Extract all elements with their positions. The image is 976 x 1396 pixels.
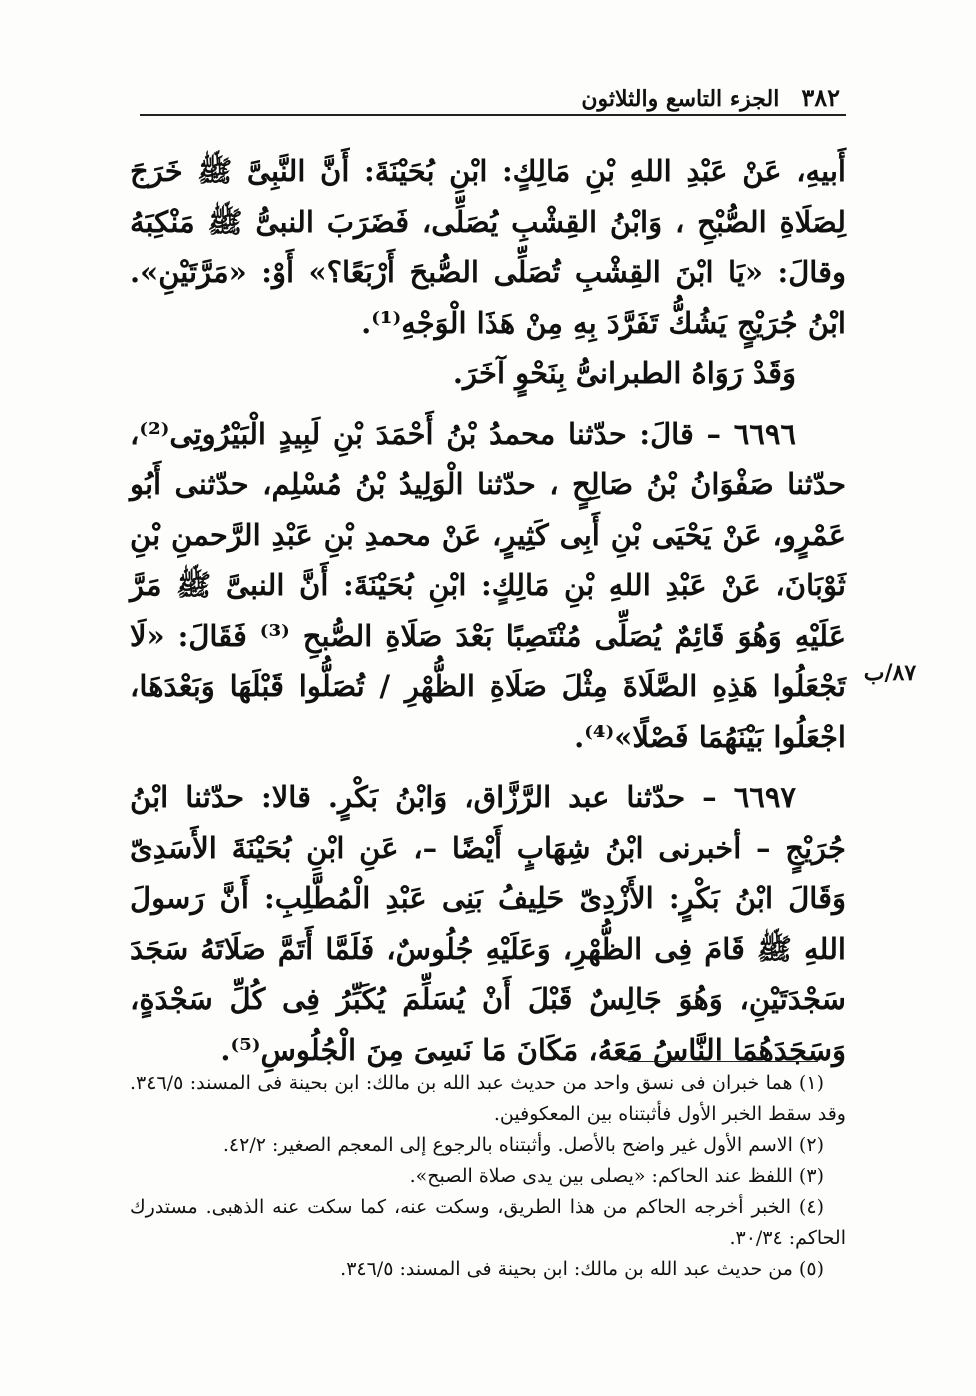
header-rule — [140, 114, 846, 116]
footnote-5: (٥) من حديث عبد الله بن مالك: ابن بحينة فى المسند: ٣٤٦/٥. — [340, 1258, 824, 1280]
footnote-4: (٤) الخبر أخرجه الحاكم من هذا الطريق، وسكت عنه، كما سكت عنه الذهبى. مستدرك الحاكم: ٣٠/٣٤. — [130, 1196, 846, 1249]
running-title: الجزء التاسع والثلاثون — [581, 86, 780, 112]
hadith-6696: ٦٦٩٦ – قالَ: حدّثنا محمدُ بْنُ أَحْمَدَ بْنِ لَبِيدٍ الْبَيْرُوتِى⁽²⁾، حدّثنا صَفْوَانُ بْنُ صَالِحٍ ، حدّثنا الْوَلِيدُ بْنُ مُسْلِم، حدّثنى أَبُو عَمْرٍو، عَنْ يَحْيَى بْنِ أَبِى كَثِيرٍ، عَنْ محمدِ بْنِ عَبْدِ الرَّحمنِ بْنِ ثَوْبَانَ، عَنْ عَبْدِ اللهِ بْنِ مَالِكٍ: ابْنِ بُحَيْنَةَ: أَنَّ النبىَّ ﷺ مَرَّ عَلَيْهِ وَهُوَ قَائِمٌ يُصَلِّى مُنْتَصِبًا بَعْدَ صَلَاةِ الصُّبحِ ⁽³⁾ فَقَالَ: «لَا تَجْعَلُوا هَذِهِ الصَّلَاةَ مِثْلَ صَلَاةِ الظُّهْرِ / تُصَلُّوا قَبْلَهَا وَبَعْدَهَا، اجْعَلُوا بَيْنَهُمَا فَصْلًا»⁽⁴⁾. — [130, 416, 847, 754]
page-number: ٣٨٢ — [801, 83, 840, 112]
hadith-6697: ٦٦٩٧ – حدّثنا عبد الرَّزَّاق، وَابْنُ بَكْرٍ. قالا: حدّثنا ابْنُ جُرَيْجٍ – أخبرنى ابْنُ شِهَابٍ أَيْضًا –، عَنِ ابْنِ بُحَيْنَةَ الأَسَدِىّ وَقَالَ ابْنُ بَكْرٍ: الأَزْدِىّ حَلِيفُ بَنِى عَبْدِ الْمُطَّلِبِ: أَنَّ رَسولَ اللهِ ﷺ قَامَ فِى الظُّهْرِ، وَعَلَيْهِ جُلُوسٌ، فَلَمَّا أَتَمَّ صَلَاتَهُ سَجَدَ سَجْدَتَيْنِ، وَهُوَ جَالِسٌ قَبْلَ أَنْ يُسَلِّمَ يُكَبِّرُ فِى كُلِّ سَجْدَةٍ، وَسَجَدَهُمَا النَّاسُ مَعَهُ، مَكَانَ مَا نَسِىَ مِنَ الْجُلُوسِ⁽⁵⁾. — [130, 780, 846, 1067]
running-header — [140, 72, 840, 112]
footnote-3: (٣) اللفظ عند الحاكم: «يصلى بين يدى صلاة الصبح». — [409, 1165, 824, 1187]
main-text — [130, 146, 846, 1075]
footnotes — [130, 1068, 846, 1285]
footnote-rule — [628, 1061, 818, 1062]
paragraph-tabarani-note: وَقَدْ رَوَاهُ الطبرانىُّ بِنَحْوٍ آخَرَ. — [452, 356, 796, 390]
paragraph-continuation: أَبيهِ، عَنْ عَبْدِ اللهِ بْنِ مَالِكٍ: ابْنِ بُحَيْنَةَ: أَنَّ النَّبِىَّ ﷺ خَرَجَ لِصَلَاةِ الصُّبْحِ ، وَابْنُ القِشْبِ يُصَلِّى، فَضَرَبَ النبىُّ ﷺ مَنْكِبَهُ وقالَ: «يَا ابْنَ القِشْبِ تُصَلِّى الصُّبحَ أَرْبَعًا؟» أَوْ: «مَرَّتَيْنِ». ابْنُ جُرَيْجٍ يَشُكُّ تَفَرَّدَ بِهِ مِنْ هَذَا الْوَجْهِ⁽¹⁾. — [130, 154, 846, 340]
manuscript-folio-marker: ٨٧/ب — [863, 660, 917, 686]
footnote-2: (٢) الاسم الأول غير واضح بالأصل. وأثبتناه بالرجوع إلى المعجم الصغير: ٤٢/٢. — [222, 1134, 824, 1156]
footnote-1: (١) هما خبران فى نسق واحد من حديث عبد الله بن مالك: ابن بحينة فى المسند: ٣٤٦/٥. وقد سقط الخبر الأول فأثبتناه بين المعكوفين. — [130, 1072, 846, 1125]
